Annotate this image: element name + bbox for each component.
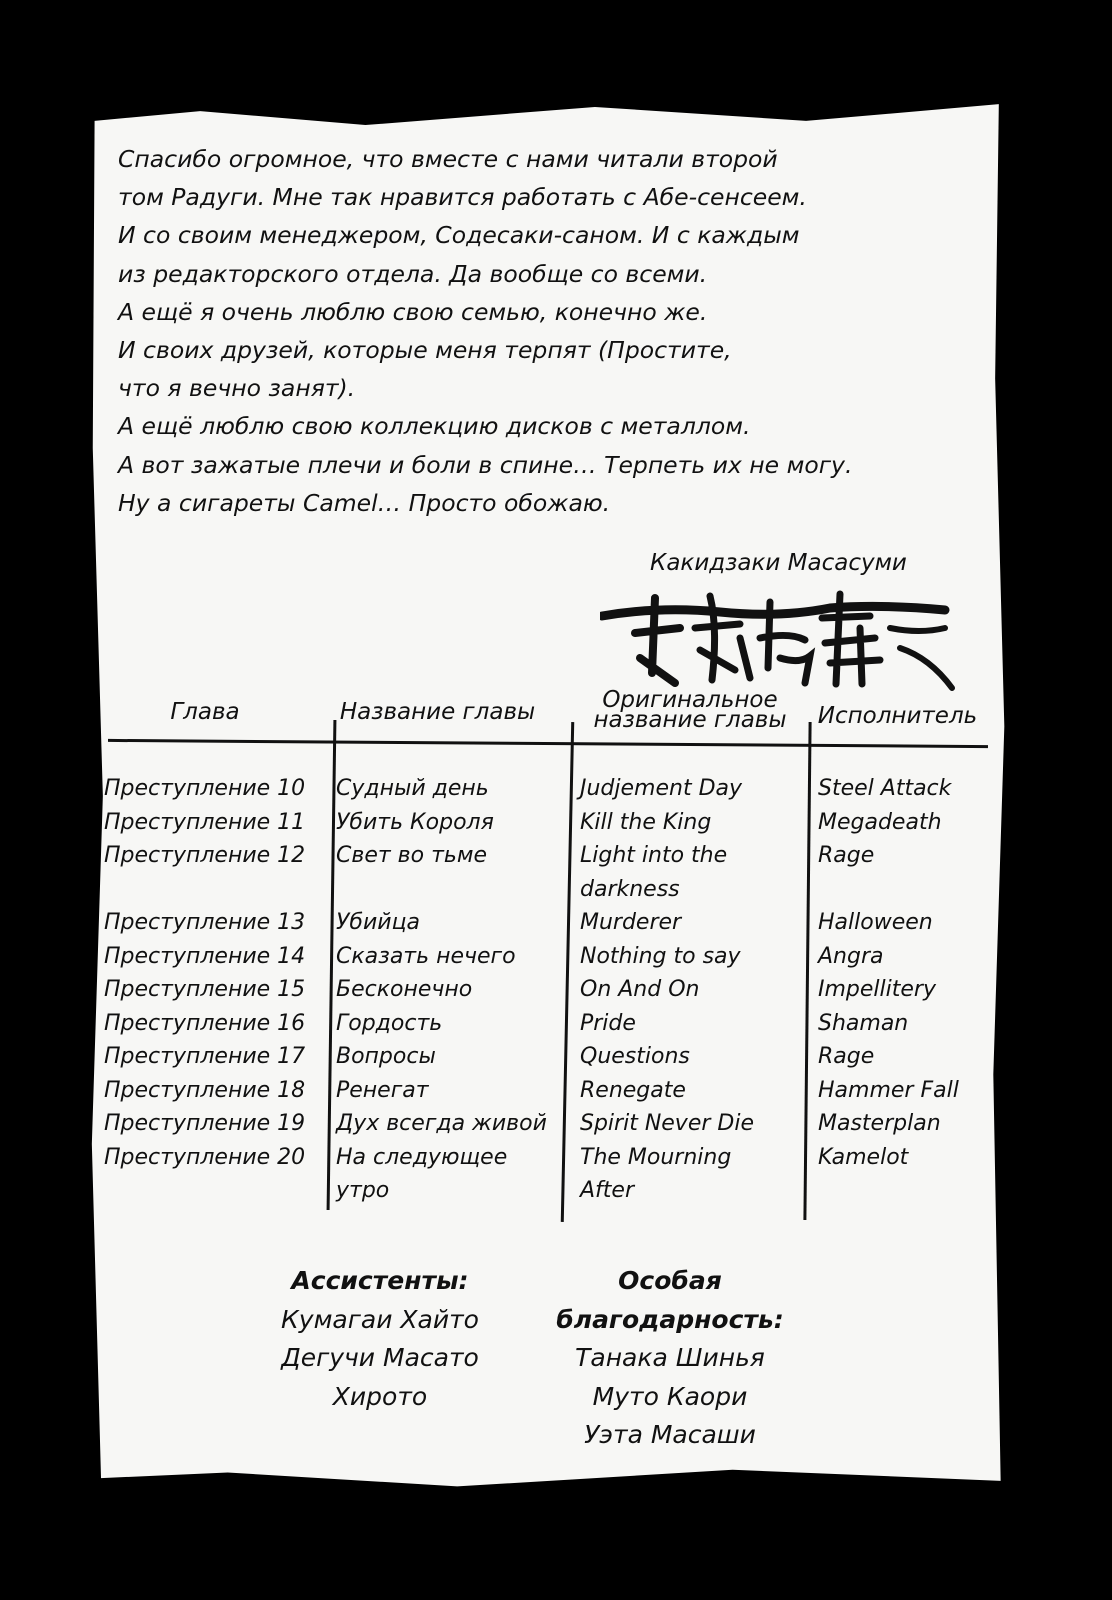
letter-line: Ну а сигареты Camel… Просто обожаю.	[118, 488, 611, 517]
table-cell: Свет во тьме	[336, 843, 488, 868]
letter-line: А вот зажатые плечи и боли в спине… Терпеть их не могу.	[118, 450, 853, 479]
table-cell: Impellitery	[818, 977, 936, 1002]
table-cell: Shaman	[818, 1010, 909, 1036]
table-cell: Преступление 12	[104, 843, 306, 868]
author-signature	[600, 588, 970, 698]
performer-column	[818, 772, 959, 1174]
author-name: Какидзаки Масасуми	[650, 550, 907, 576]
table-cell: Преступление 15	[104, 977, 306, 1002]
table-cell: Преступление 10	[104, 776, 306, 801]
table-cell: Убить Короля	[336, 809, 494, 835]
table-cell: Rage	[818, 843, 875, 868]
table-cell: Hammer Fall	[818, 1077, 959, 1103]
table-cell: Преступление 13	[104, 910, 306, 935]
table-cell: Бесконечно	[336, 977, 473, 1002]
table-cell: The Mourning After	[580, 1144, 732, 1203]
header-chapter: Глава	[170, 699, 240, 725]
table-cell: Преступление 18	[104, 1077, 306, 1103]
letter-line: том Радуги. Мне так нравится работать с Абе-сенсеем.	[118, 183, 807, 212]
table-cell: Murderer	[580, 910, 682, 935]
afterword-letter	[118, 140, 918, 522]
chapter-title-column	[336, 772, 547, 1208]
table-cell: Убийца	[336, 910, 421, 935]
table-cell: Kill the King	[580, 809, 712, 835]
assistant-name: Хирото	[332, 1381, 428, 1411]
assistant-name: Кумагаи Хайто	[281, 1304, 479, 1334]
header-chapter-title: Название главы	[339, 699, 536, 725]
table-cell: Ренегат	[336, 1077, 429, 1103]
table-cell: Megadeath	[818, 809, 942, 835]
table-cell: Spirit Never Die	[580, 1111, 754, 1136]
table-cell: Steel Attack	[818, 776, 952, 801]
assistants-heading: Ассистенты:	[291, 1266, 469, 1295]
thanks-name: Муто Каори	[592, 1381, 748, 1411]
table-cell: Преступление 11	[104, 809, 306, 835]
table-cell: Halloween	[818, 910, 933, 935]
header-original-title: Оригинальное название главы	[593, 687, 787, 733]
letter-line: из редакторского отдела. Да вообще со всеми.	[118, 259, 708, 288]
table-cell: Преступление 19	[104, 1111, 306, 1136]
assistants-credits	[255, 1262, 505, 1416]
table-cell: Сказать нечего	[336, 943, 516, 969]
assistant-name: Дегучи Масато	[281, 1343, 479, 1372]
table-cell: On And On	[580, 977, 700, 1002]
table-cell: Rage	[818, 1044, 875, 1069]
letter-line: И со своим менеджером, Содесаки-саном. И с каждым	[118, 221, 800, 250]
table-cell: Вопросы	[336, 1044, 436, 1069]
table-cell: Pride	[580, 1010, 636, 1036]
table-cell: Renegate	[580, 1077, 686, 1103]
table-cell: Гордость	[336, 1010, 443, 1036]
thanks-name: Уэта Масаши	[584, 1420, 756, 1449]
table-cell: Судный день	[336, 776, 489, 801]
table-cell: Преступление 17	[104, 1044, 306, 1069]
table-cell: Questions	[580, 1044, 690, 1069]
chapter-column	[104, 772, 305, 1174]
header-performer: Исполнитель	[817, 703, 978, 729]
table-cell: Nothing to say	[580, 943, 741, 969]
table-cell: Masterplan	[818, 1111, 941, 1136]
table-cell: Дух всегда живой	[336, 1111, 547, 1136]
table-cell: Преступление 20	[104, 1144, 306, 1170]
table-cell: Angra	[818, 943, 884, 969]
original-title-column	[580, 772, 770, 1208]
table-cell: На следующее утро	[336, 1144, 508, 1203]
table-cell: Light into the darkness	[580, 843, 728, 902]
letter-line: Спасибо огромное, что вместе с нами читали второй	[118, 145, 778, 173]
thanks-name: Танака Шинья	[575, 1343, 765, 1372]
table-cell: Преступление 14	[104, 943, 306, 969]
letter-line: И своих друзей, которые меня терпят (Простите,	[118, 336, 732, 365]
table-cell: Judjement Day	[580, 776, 743, 801]
table-cell: Преступление 16	[104, 1010, 306, 1036]
special-thanks-credits	[545, 1262, 795, 1455]
letter-line: А ещё люблю свою коллекцию дисков с металлом.	[118, 412, 751, 441]
thanks-heading: Особая благодарность:	[556, 1266, 784, 1334]
letter-line: что я вечно занят).	[118, 374, 356, 403]
letter-line: А ещё я очень люблю свою семью, конечно же.	[118, 297, 708, 326]
table-cell: Kamelot	[818, 1144, 909, 1170]
